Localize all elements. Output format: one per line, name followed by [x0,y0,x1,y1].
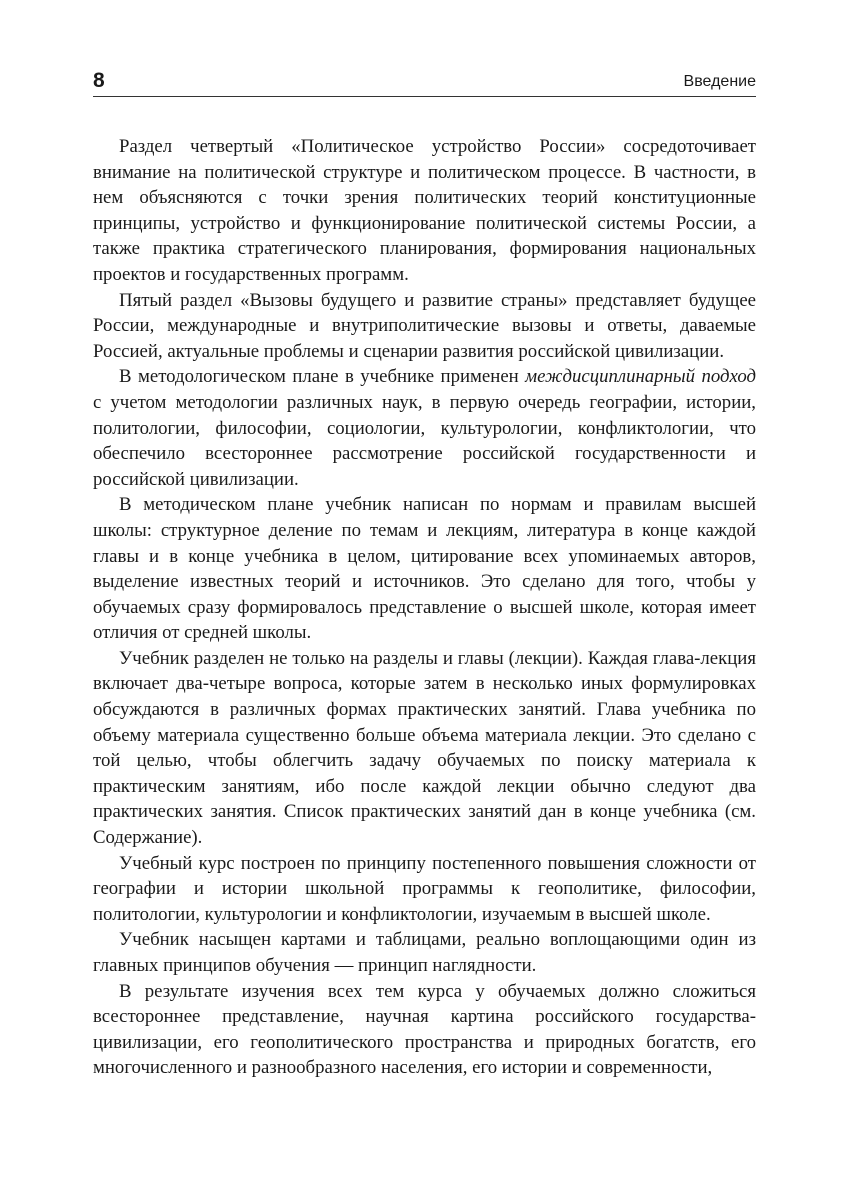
main-text [93,134,756,1081]
paragraph-methodology-start: В методологическом плане в учебнике применен [119,366,526,388]
paragraph-result: В результате изучения всех тем курса у обучаемых должно сложиться всестороннее представление, научная картина российского государства-цивилизации, его геополитического пространства и природных богатств, его многочисленного и разнообразного населения, его истории и современности, [93,980,756,1079]
paragraph-course: Учебный курс построен по принципу постепенного повышения сложности от географии и истории школьной программы к геополитике, философии, политологии, культурологии и конфликтологии, изучаемым в высшей школе. [93,852,756,925]
paragraph-section-five: Пятый раздел «Вызовы будущего и развитие страны» представляет будущее России, международные и внутриполитические вызовы и ответы, даваемые Россией, актуальные проблемы и сценарии развития российской цивилизации. [93,289,756,362]
paragraph-methodology [93,364,756,492]
paragraph-maps: Учебник насыщен картами и таблицами, реально воплощающими один из главных принципов обучения — принцип наглядности. [93,929,756,976]
running-head: Введение [683,73,756,90]
page-header [93,68,756,97]
page-number: 8 [93,69,105,92]
paragraph-structure: Учебник разделен не только на разделы и главы (лекции). Каждая глава-лекция включает два-четыре вопроса, которые затем в несколько иных формулировках обсуждаются в различных формах практических занятий. Глава учебника по объему материала существенно больше объема материала лекции. Это сделано с той целью, чтобы облегчить задачу обучаемых по поиску материала к практическим занятиям, ибо после каждой лекции обычно следуют два практических занятия. Список практических занятий дан в конце учебника (см. Содержание). [93,647,756,849]
paragraph-section-four: Раздел четвертый «Политическое устройство России» сосредоточивает внимание на политической структуре и политическом процессе. В частности, в нем объясняются с точки зрения политических теорий конституционные принципы, устройство и функционирование политической системы России, а также практика стратегического планирования, формирования национальных проектов и государственных программ. [93,136,756,285]
emphasis-interdisciplinary: междисциплинарный подход [525,366,757,388]
paragraph-methodical: В методическом плане учебник написан по нормам и правилам высшей школы: структурное деление по темам и лекциям, литература в конце каждой главы и в конце учебника в целом, цитирование всех упоминаемых авторов, выделение известных теорий и источников. Это сделано для того, чтобы у обучаемых сразу формировалось представление о высшей школе, которая имеет отличия от средней школы. [93,494,756,644]
paragraph-methodology-end: с учетом методологии различных наук, в первую очередь географии, истории, политологии, философии, социологии, культурологии, конфликтологии, что обеспечило всестороннее рассмотрение российской государственности и российской цивилизации. [93,391,756,490]
